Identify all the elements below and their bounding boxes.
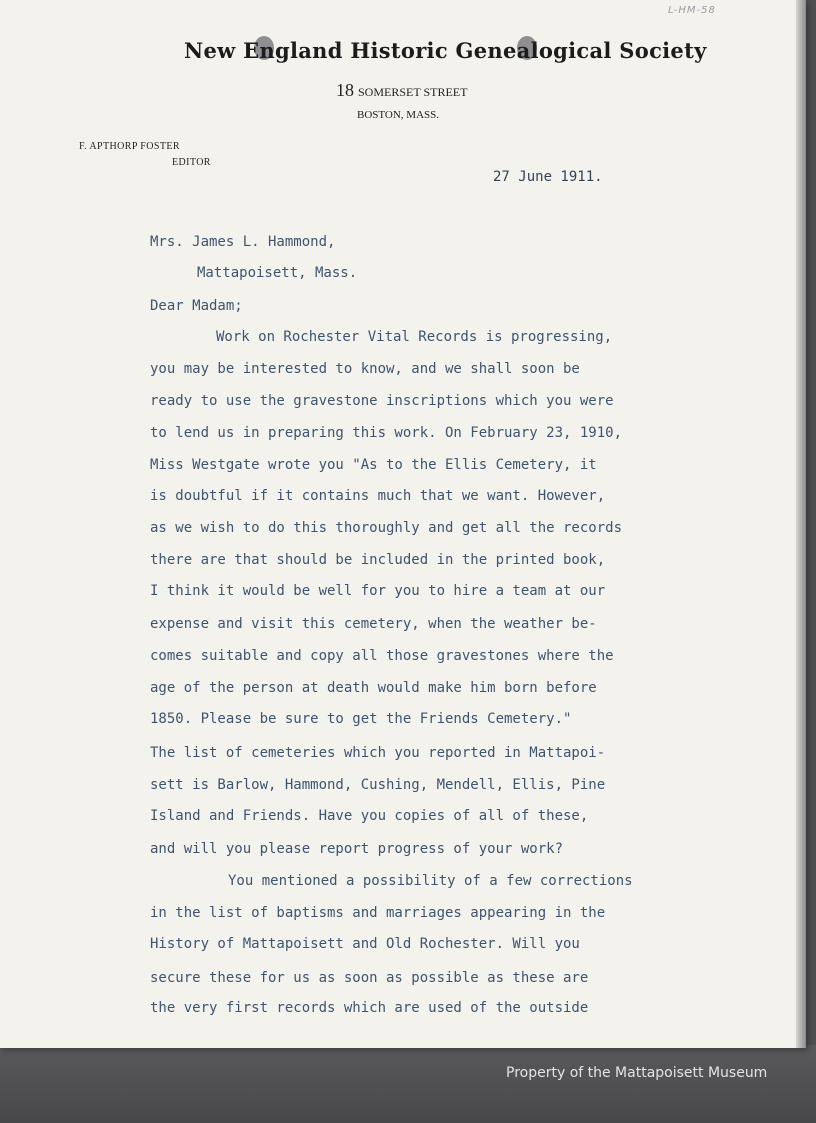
body-line: Miss Westgate wrote you "As to the Ellis Cemetery, it xyxy=(150,457,597,473)
letterhead-city: BOSTON, MASS. xyxy=(357,109,440,121)
body-line: and will you please report progress of your work? xyxy=(150,841,564,857)
body-line: expense and visit this cemetery, when the weather be- xyxy=(150,616,597,632)
letterhead-street xyxy=(336,80,467,101)
scan-background xyxy=(0,1045,816,1123)
street-number: 18 xyxy=(336,80,354,100)
addressee-town: Mattapoisett, Mass. xyxy=(197,265,358,281)
body-line: Work on Rochester Vital Records is progressing, xyxy=(216,329,613,345)
body-line: the very first records which are used of the outside xyxy=(150,1000,589,1016)
archive-note: L-HM-58 xyxy=(668,5,716,16)
body-line: is doubtful if it contains much that we want. However, xyxy=(150,488,606,504)
salutation: Dear Madam; xyxy=(150,298,243,314)
body-line: as we wish to do this thoroughly and get all the records xyxy=(150,520,623,536)
body-line: sett is Barlow, Hammond, Cushing, Mendell, Ellis, Pine xyxy=(150,777,606,793)
body-line: in the list of baptisms and marriages appearing in the xyxy=(150,905,606,921)
body-line: You mentioned a possibility of a few corrections xyxy=(228,873,633,889)
body-line: there are that should be included in the printed book, xyxy=(150,552,606,568)
body-line: Island and Friends. Have you copies of all of these, xyxy=(150,808,589,824)
body-line: ready to use the gravestone inscriptions which you were xyxy=(150,393,614,409)
addressee-name: Mrs. James L. Hammond, xyxy=(150,234,336,250)
body-line: 1850. Please be sure to get the Friends Cemetery." xyxy=(150,711,572,727)
editor-name: F. APTHORP FOSTER xyxy=(79,141,180,152)
letterhead-title: New England Historic Genealogical Society xyxy=(184,38,707,63)
body-line: The list of cemeteries which you reported in Mattapoi- xyxy=(150,745,606,761)
page-edge xyxy=(796,0,806,1048)
ownership-credit: Property of the Mattapoisett Museum xyxy=(506,1065,768,1081)
body-line: comes suitable and copy all those gravestones where the xyxy=(150,648,614,664)
letter-date: 27 June 1911. xyxy=(493,169,603,185)
body-line: History of Mattapoisett and Old Rochester. Will you xyxy=(150,936,580,952)
body-line: age of the person at death would make him born before xyxy=(150,680,597,696)
body-line: you may be interested to know, and we shall soon be xyxy=(150,361,580,377)
editor-title: EDITOR xyxy=(172,157,211,168)
body-line: to lend us in preparing this work. On February 23, 1910, xyxy=(150,425,623,441)
body-line: secure these for us as soon as possible as these are xyxy=(150,970,589,986)
street-name: SOMERSET STREET xyxy=(358,85,468,99)
body-line: I think it would be well for you to hire a team at our xyxy=(150,583,606,599)
